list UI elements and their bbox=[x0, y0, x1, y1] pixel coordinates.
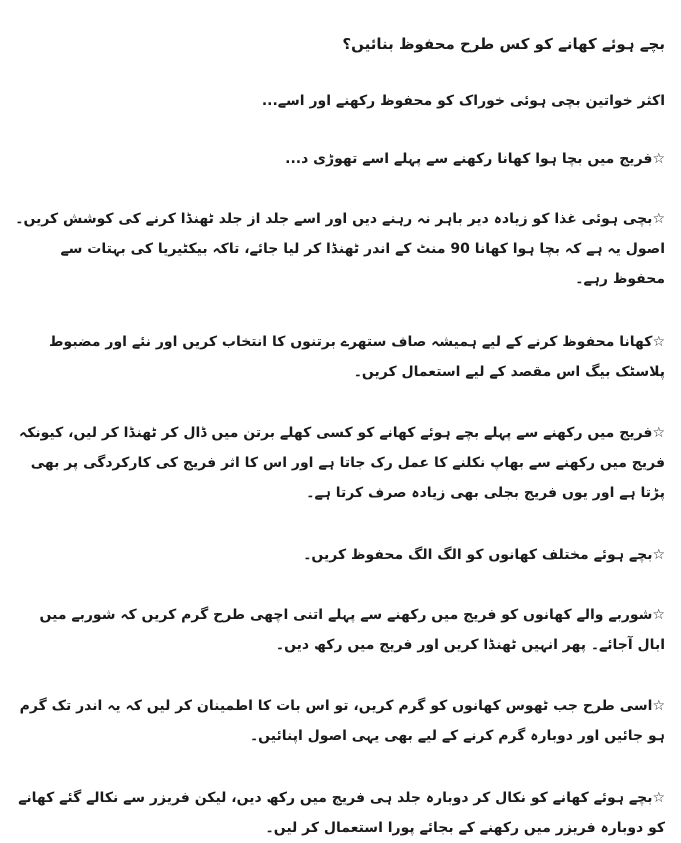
intro-paragraph: اکثر خواتین بچی ہوئی خوراک کو محفوظ رکھنے اور اسے... bbox=[261, 93, 665, 109]
tip-clean-containers: ☆کھانا محفوظ کرنے کے لیے ہمیشہ صاف ستھرے برتنوں کا انتخاب کریں اور نئے اور مضبوط پلاسٹک بیگ اس مقصد کے لیے استعمال کریں۔ bbox=[49, 334, 665, 380]
tip-cool-before-fridge: ☆فریج میں بچا ہوا کھانا رکھنے سے پہلے اسے تھوڑی د... bbox=[285, 151, 665, 167]
tip-do-not-refreeze: ☆بچے ہوئے کھانے کو نکال کر دوبارہ جلد ہی فریج میں رکھ دیں، لیکن فریزر سے نکالے گئے کھانے کو دوبارہ فریزر میں رکھنے کے بجائے پورا استعمال کر لیں۔ bbox=[18, 790, 665, 836]
tip-heat-solid-foods: ☆اسی طرح جب ٹھوس کھانوں کو گرم کریں، تو اس بات کا اطمینان کر لیں کہ یہ اندر تک گرم ہو جائیں اور دوبارہ گرم کرنے کے لیے بھی یہی اصول اپنائیں۔ bbox=[19, 698, 665, 744]
article-title: بچے ہوئے کھانے کو کس طرح محفوظ بنائیں؟ bbox=[342, 35, 665, 53]
tip-store-separately: ☆بچے ہوئے مختلف کھانوں کو الگ الگ محفوظ کریں۔ bbox=[303, 547, 665, 563]
tip-open-container-cooling: ☆فریج میں رکھنے سے پہلے بچے ہوئے کھانے کو کسی کھلے برتن میں ڈال کر ٹھنڈا کر لیں، کیونکہ فریج میں رکھنے سے بھاپ نکلنے کا عمل رک جاتا ہے اور اس کا اثر فریج کی کارکردگی پر بھی پڑتا ہے اور یوں فریج بجلی بھی زیادہ صرف کرتا ہے۔ bbox=[19, 425, 665, 501]
article bbox=[12, 0, 665, 843]
tip-cool-within-90-minutes: ☆بچی ہوئی غذا کو زیادہ دیر باہر نہ رہنے دیں اور اسے جلد از جلد ٹھنڈا کرنے کی کوشش کریں۔اصول یہ ہے کہ بچا ہوا کھانا 90 منٹ کے اندر ٹھنڈا کر لیا جائے، تاکہ بیکٹیریا کی بہتات سے محفوظ رہے۔ bbox=[15, 211, 665, 287]
tip-boil-curries: ☆شوربے والے کھانوں کو فریج میں رکھنے سے پہلے اتنی اچھی طرح گرم کریں کہ شوربے میں ابال آجائے۔ پھر انہیں ٹھنڈا کریں اور فریج میں رکھ دیں۔ bbox=[39, 607, 665, 653]
